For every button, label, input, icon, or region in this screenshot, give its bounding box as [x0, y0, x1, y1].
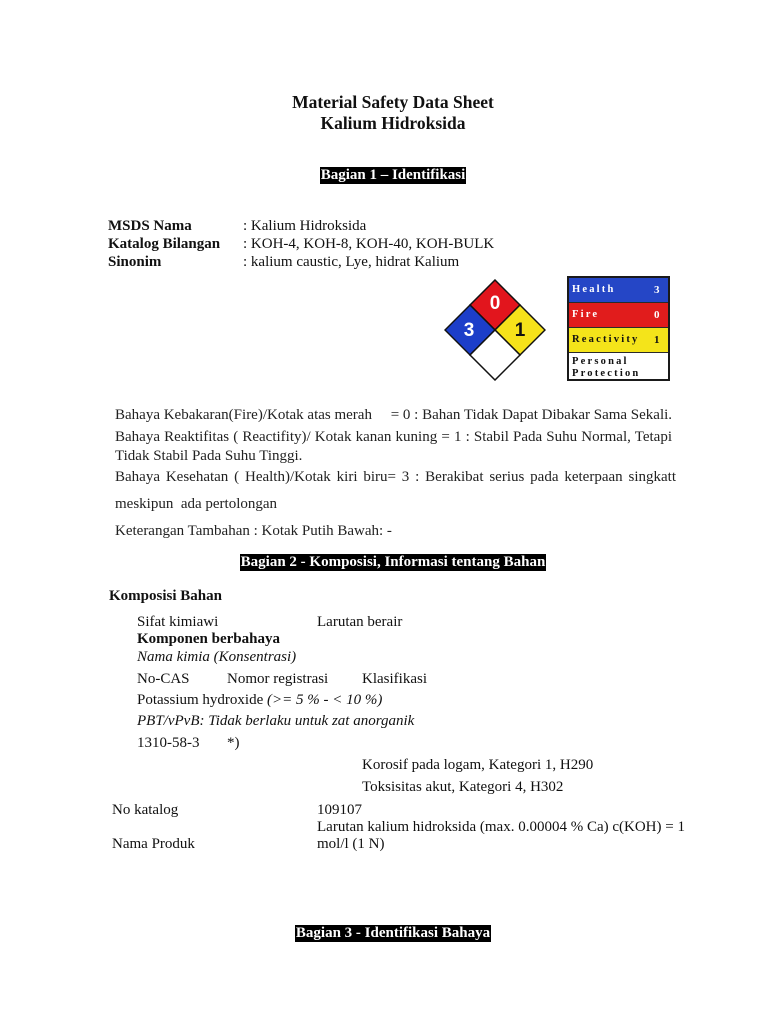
hmis-health-value: 3 [654, 284, 660, 296]
component-concentration: (>= 5 % - < 10 %) [267, 692, 383, 708]
document-title: Material Safety Data Sheet [292, 92, 494, 112]
hmis-reactivity-value: 1 [654, 334, 660, 346]
column-cas-header: No-CAS [137, 671, 190, 687]
document-header [18, 92, 768, 134]
health-hazard-note: Bahaya Kesehatan ( Health)/Kotak kiri biru= 3 : Berakibat serius pada keterpaan singkatt [115, 469, 676, 485]
nfpa-fire-rating: 0 [489, 293, 501, 314]
chemical-nature-label: Sifat kimiawi [137, 614, 219, 630]
hmis-fire-label: Fire [572, 309, 600, 320]
msds-name-label: MSDS Nama [108, 218, 192, 234]
pbt-note: PBT/vPvB: Tidak berlaku untuk zat anorganik [137, 713, 415, 729]
nfpa-diamond [444, 279, 546, 381]
component-line [137, 692, 382, 709]
synonym-value: : kalium caustic, Lye, hidrat Kalium [243, 254, 460, 270]
section2-heading-wrap [18, 554, 768, 571]
hmis-protection-label-line2: Protection [572, 368, 641, 379]
hmis-row-reactivity [569, 328, 668, 353]
section3-heading: Bagian 3 - Identifikasi Bahaya [295, 925, 491, 941]
hmis-health-label: Health [572, 284, 616, 295]
reactivity-hazard-note: Bahaya Reaktifitas ( Reactifity)/ Kotak kanan kuning = 1 : Stabil Pada Suhu Normal, Tetapi [115, 429, 672, 445]
catalog-number-label: Katalog Bilangan [108, 236, 221, 252]
hmis-protection-label-line1: Personal [572, 356, 629, 367]
classification-item: Toksisitas akut, Kategori 4, H302 [362, 779, 564, 795]
additional-info-note: Keterangan Tambahan : Kotak Putih Bawah: - [115, 523, 392, 539]
section1-heading-wrap [18, 167, 768, 184]
hmis-row-health [569, 278, 668, 303]
component-cas-number: 1310-58-3 [137, 735, 200, 751]
hmis-reactivity-label: Reactivity [572, 334, 640, 345]
column-classification-header: Klasifikasi [362, 671, 427, 687]
component-name: Potassium hydroxide [137, 692, 264, 708]
hazardous-components-label: Komponen berbahaya [137, 631, 280, 647]
reactivity-hazard-note-cont: Tidak Stabil Pada Suhu Tinggi. [115, 448, 303, 464]
section2-heading: Bagian 2 - Komposisi, Informasi tentang Bahan [240, 554, 546, 570]
section3-heading-wrap [18, 925, 768, 942]
catalog-value: 109107 [317, 802, 362, 818]
column-registration-header: Nomor registrasi [227, 671, 329, 687]
composition-subheading: Komposisi Bahan [109, 588, 222, 604]
document-subtitle: Kalium Hidroksida [320, 113, 466, 133]
nfpa-reactivity-rating: 1 [514, 320, 526, 341]
synonym-label: Sinonim [108, 254, 162, 270]
catalog-label: No katalog [112, 802, 179, 818]
product-name-value-line2: mol/l (1 N) [317, 836, 385, 852]
chemical-nature-value: Larutan berair [317, 614, 403, 630]
classification-item: Korosif pada logam, Kategori 1, H290 [362, 757, 594, 773]
hmis-label [567, 276, 670, 381]
msds-name-value: : Kalium Hidroksida [243, 218, 367, 234]
component-registration-number: *) [227, 735, 240, 751]
hmis-row-personal-protection [569, 353, 668, 379]
product-name-label: Nama Produk [112, 836, 195, 852]
health-hazard-note-cont: meskipun ada pertolongan [115, 496, 278, 512]
hmis-fire-value: 0 [654, 309, 660, 321]
hmis-row-fire [569, 303, 668, 328]
fire-hazard-note: Bahaya Kebakaran(Fire)/Kotak atas merah = 0 : Bahan Tidak Dapat Dibakar Sama Sekali. [115, 407, 673, 423]
chemical-name-header: Nama kimia (Konsentrasi) [137, 649, 297, 665]
catalog-number-value: : KOH-4, KOH-8, KOH-40, KOH-BULK [243, 236, 495, 252]
nfpa-health-rating: 3 [463, 320, 475, 341]
section1-heading: Bagian 1 – Identifikasi [320, 167, 466, 183]
product-name-value-line1: Larutan kalium hidroksida (max. 0.00004 % Ca) c(KOH) = 1 [317, 819, 685, 835]
